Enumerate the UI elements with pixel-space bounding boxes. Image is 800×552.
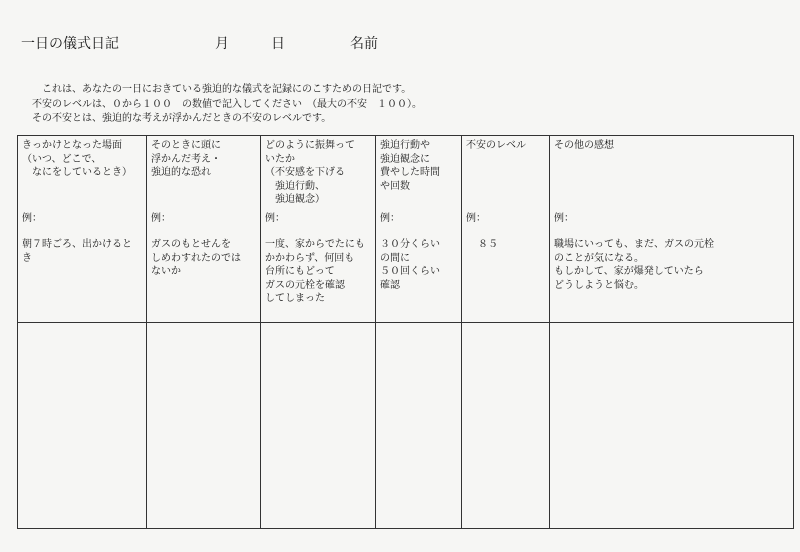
example-label: 例： bbox=[466, 213, 486, 224]
column-header: どのように振舞って いたか （不安感を下げる 強迫行動、 強迫観念） bbox=[265, 140, 355, 205]
diary-title: 一日の儀式日記 bbox=[21, 36, 119, 52]
column-header: そのときに頭に 浮かんだ考え・ 強迫的な恐れ bbox=[151, 140, 221, 178]
example-row bbox=[18, 136, 794, 323]
entry-cell-other-thoughts[interactable] bbox=[550, 323, 794, 529]
example-answer: 一度、家からでたにも かかわらず、何回も 台所にもどって ガスの元栓を確認 してしまった bbox=[265, 239, 365, 304]
entry-cell-anxiety-level[interactable] bbox=[462, 323, 550, 529]
column-thought bbox=[147, 136, 261, 323]
column-other-thoughts bbox=[550, 136, 794, 323]
ritual-diary-table bbox=[17, 135, 794, 529]
example-label: 例： bbox=[554, 213, 574, 224]
column-behavior bbox=[261, 136, 376, 323]
entry-cell-thought[interactable] bbox=[147, 323, 261, 529]
entry-cell-time-spent[interactable] bbox=[376, 323, 462, 529]
example-label: 例： bbox=[151, 213, 171, 224]
name-label: 名前 bbox=[350, 36, 378, 52]
column-time-spent bbox=[376, 136, 462, 323]
example-answer: 職場にいっても、まだ、ガスの元栓 のことが気になる。 もしかして、家が爆発していたら どうしようと悩む。 bbox=[554, 239, 714, 291]
column-header: 不安のレベル bbox=[466, 140, 526, 151]
instruction-line-1: これは、あなたの一日におきている強迫的な儀式を記録にのこすための日記です。 bbox=[42, 84, 412, 95]
instruction-line-2: 不安のレベルは、０から１００ の数値で記入してください （最大の不安 １００）。 bbox=[32, 99, 422, 110]
example-answer: 朝７時ごろ、出かけると き bbox=[22, 239, 132, 264]
example-label: 例： bbox=[380, 213, 400, 224]
column-trigger bbox=[18, 136, 147, 323]
example-answer: ガスのもとせんを しめわすれたのでは ないか bbox=[151, 239, 241, 277]
entry-row bbox=[18, 323, 794, 529]
example-label: 例： bbox=[22, 213, 42, 224]
example-answer: ８５ bbox=[478, 239, 498, 250]
column-anxiety-level bbox=[462, 136, 550, 323]
day-label: 日 bbox=[271, 36, 285, 52]
diary-header bbox=[0, 33, 800, 53]
month-label: 月 bbox=[215, 36, 229, 52]
entry-cell-behavior[interactable] bbox=[261, 323, 376, 529]
entry-cell-trigger[interactable] bbox=[18, 323, 147, 529]
instruction-line-3: その不安とは、強迫的な考えが浮かんだときの不安のレベルです。 bbox=[32, 113, 332, 124]
example-answer: ３０分くらい の間に ５０回くらい 確認 bbox=[380, 239, 440, 291]
column-header: きっかけとなった場面 （いつ、どこで、 なにをしているとき） bbox=[22, 140, 132, 178]
example-label: 例： bbox=[265, 213, 285, 224]
column-header: 強迫行動や 強迫観念に 費やした時間 や回数 bbox=[380, 140, 440, 192]
column-header: その他の感想 bbox=[554, 140, 614, 151]
